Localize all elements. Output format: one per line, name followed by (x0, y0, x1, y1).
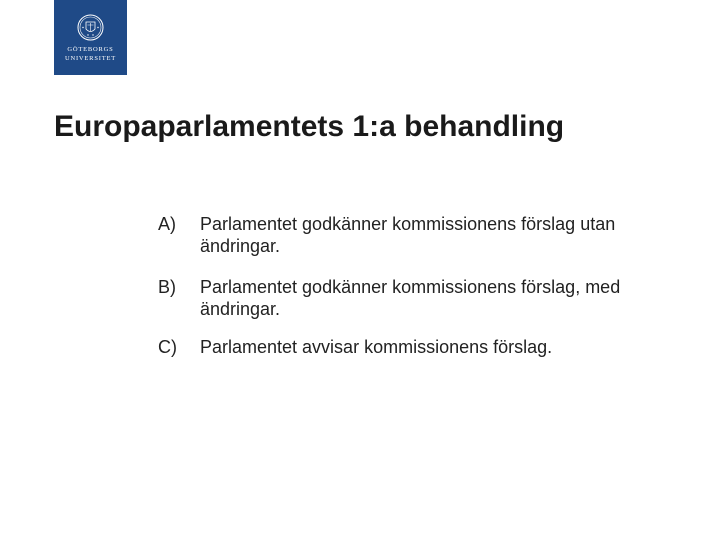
list-item-text: Parlamentet avvisar kommissionens förslag. (200, 337, 553, 357)
list-item-text: Parlamentet godkänner kommissionens förslag, med ändringar. (200, 277, 621, 319)
logo-text-line-2: UNIVERSITET (64, 55, 117, 62)
seal-icon (77, 14, 104, 41)
list-item-marker: A) (158, 214, 176, 234)
university-logo (54, 0, 127, 75)
list-item-marker: C) (158, 337, 177, 357)
slide-title: Europaparlamentets 1:a behandling (54, 110, 565, 143)
list-item-marker: B) (158, 277, 176, 297)
list-item-text: Parlamentet godkänner kommissionens förslag utan ändringar. (200, 214, 616, 256)
logo-text-line-1: GÖTEBORGS (67, 46, 114, 53)
